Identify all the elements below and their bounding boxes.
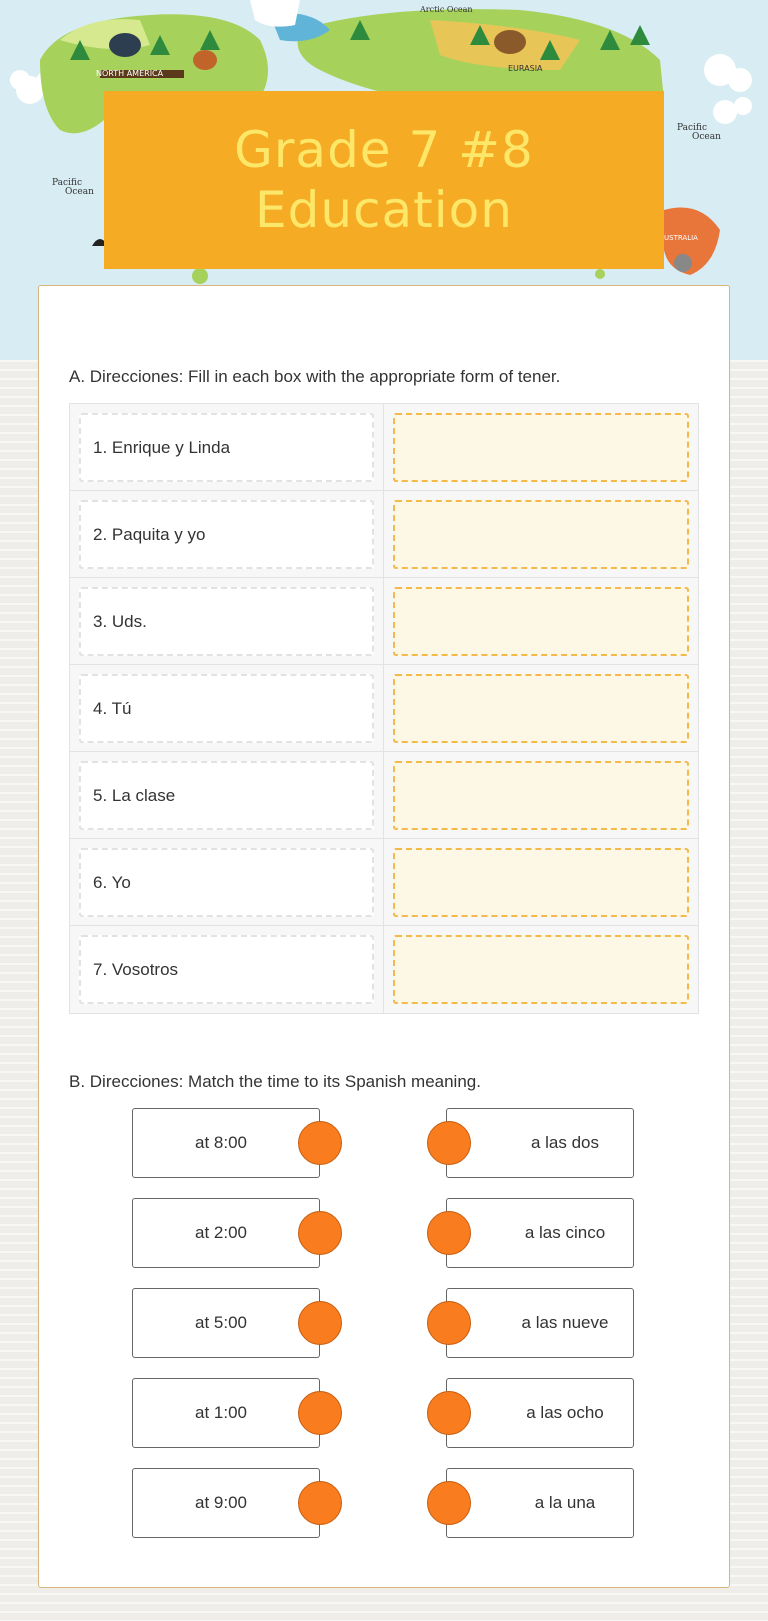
label-pacific-ocean-right: Pacific [677, 123, 707, 133]
match-left-item[interactable]: at 5:00 [132, 1288, 320, 1358]
prompt-cell: 6. Yo [79, 848, 374, 917]
match-right-item[interactable]: a las nueve [446, 1288, 634, 1358]
label-pacific-ocean-right-2: Ocean [692, 132, 721, 142]
prompt-cell: 3. Uds. [79, 587, 374, 656]
table-row [70, 839, 698, 926]
match-left-item[interactable]: at 9:00 [132, 1468, 320, 1538]
prompt-cell: 7. Vosotros [79, 935, 374, 1004]
match-left-item[interactable]: at 1:00 [132, 1378, 320, 1448]
table-row [70, 404, 698, 491]
table-row [70, 578, 698, 665]
answer-input-5[interactable] [393, 761, 689, 830]
match-left-connector[interactable] [298, 1121, 342, 1165]
answer-input-6[interactable] [393, 848, 689, 917]
label-australia: USTRALIA [664, 234, 698, 242]
prompt-cell: 2. Paquita y yo [79, 500, 374, 569]
match-right-connector[interactable] [427, 1481, 471, 1525]
label-eurasia: EURASIA [508, 64, 543, 73]
match-left-item[interactable]: at 8:00 [132, 1108, 320, 1178]
prompt-cell: 1. Enrique y Linda [79, 413, 374, 482]
worksheet-title: Grade 7 #8 [234, 121, 534, 179]
match-left-item[interactable]: at 2:00 [132, 1198, 320, 1268]
match-right-item[interactable]: a la una [446, 1468, 634, 1538]
match-right-connector[interactable] [427, 1211, 471, 1255]
prompt-cell: 5. La clase [79, 761, 374, 830]
label-pacific-ocean-left: Pacific [52, 178, 82, 188]
answer-input-4[interactable] [393, 674, 689, 743]
match-right-item[interactable]: a las cinco [446, 1198, 634, 1268]
worksheet-title-box [104, 91, 664, 269]
fill-in-table [69, 403, 699, 1014]
table-row [70, 752, 698, 839]
section-a-instruction: A. Direcciones: Fill in each box with the appropriate form of tener. [69, 367, 561, 386]
answer-input-3[interactable] [393, 587, 689, 656]
label-arctic-ocean: Arctic Ocean [420, 5, 473, 14]
label-north-america: NORTH AMERICA [96, 69, 164, 78]
table-row [70, 926, 698, 1013]
answer-input-7[interactable] [393, 935, 689, 1004]
label-pacific-ocean-left-2: Ocean [65, 187, 94, 197]
table-row [70, 665, 698, 752]
match-right-item[interactable]: a las dos [446, 1108, 634, 1178]
answer-input-1[interactable] [393, 413, 689, 482]
answer-input-2[interactable] [393, 500, 689, 569]
match-right-item[interactable]: a las ocho [446, 1378, 634, 1448]
match-right-connector[interactable] [427, 1391, 471, 1435]
match-right-connector[interactable] [427, 1301, 471, 1345]
match-left-connector[interactable] [298, 1481, 342, 1525]
match-right-connector[interactable] [427, 1121, 471, 1165]
section-b-instruction: B. Direcciones: Match the time to its Spanish meaning. [69, 1072, 481, 1091]
worksheet-subtitle: Education [255, 181, 513, 239]
prompt-cell: 4. Tú [79, 674, 374, 743]
match-left-connector[interactable] [298, 1391, 342, 1435]
table-row [70, 491, 698, 578]
worksheet-card [38, 285, 730, 1588]
match-left-connector[interactable] [298, 1301, 342, 1345]
match-left-connector[interactable] [298, 1211, 342, 1255]
